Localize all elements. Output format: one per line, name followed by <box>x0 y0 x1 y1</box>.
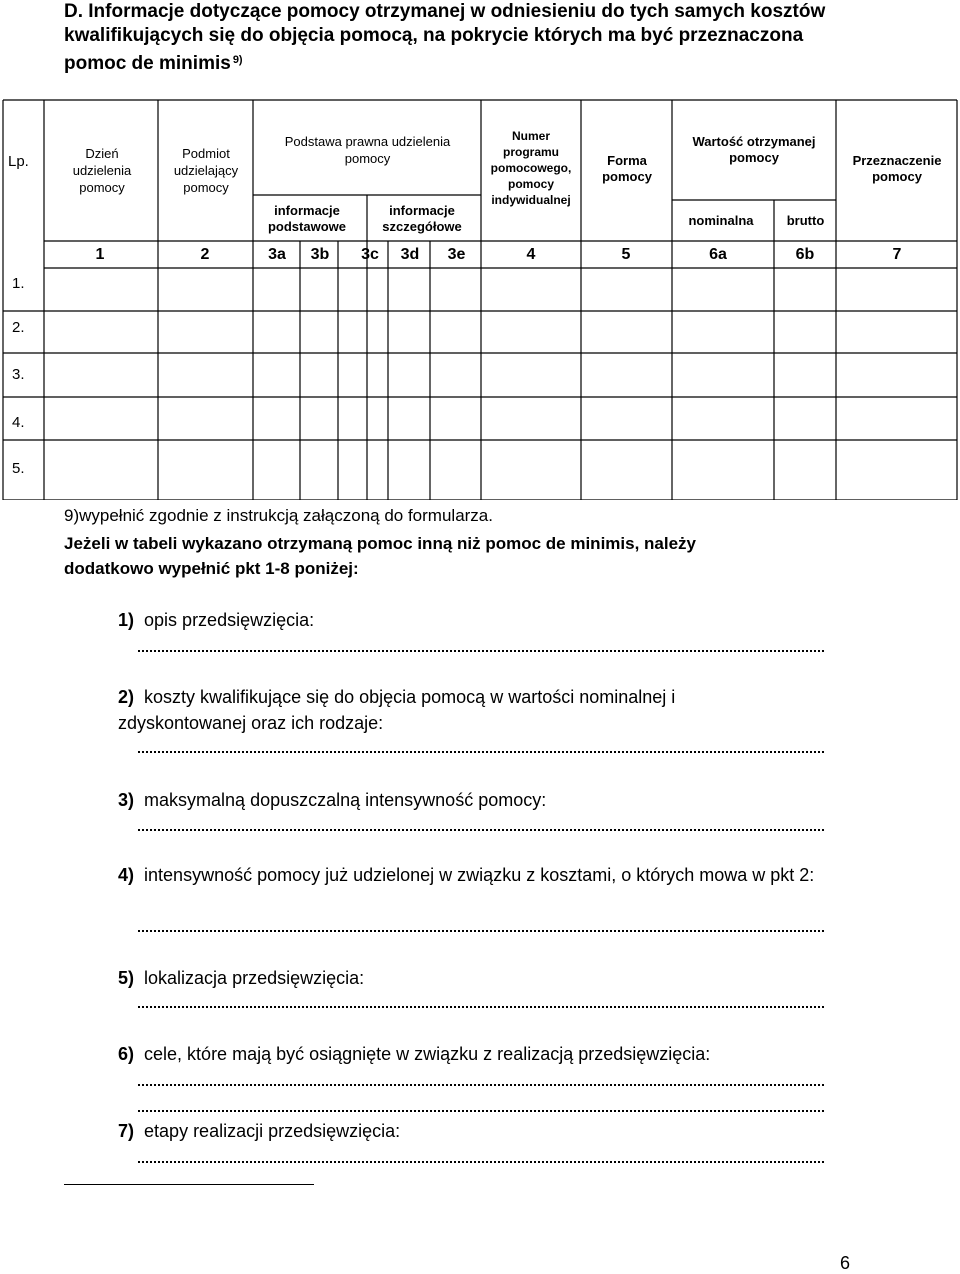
fill-line <box>138 1159 824 1163</box>
header-gross: brutto <box>786 213 825 228</box>
footnote: 9)wypełnić zgodnie z instrukcją załączoną do formularza. <box>64 506 493 525</box>
item-number: 4) <box>118 865 135 885</box>
instruction: Jeżeli w tabeli wykazano otrzymaną pomoc inną niż pomoc de minimis, należy dodatkowo wypełnić pkt 1-8 poniżej: <box>64 534 696 578</box>
col-number: 6a <box>709 246 727 263</box>
header-detailed-info: informacje szczegółowe <box>382 203 462 234</box>
list-item <box>118 787 546 813</box>
header-granting-entity: Podmiot udzielający pomocy <box>173 146 239 195</box>
row-label: 4. <box>12 414 25 431</box>
header-nominal: nominalna <box>688 213 754 228</box>
col-number: 4 <box>526 246 536 263</box>
fill-line <box>138 1004 824 1008</box>
col-number: 2 <box>200 246 210 263</box>
col-number: 6b <box>795 246 815 263</box>
fill-line <box>138 749 824 753</box>
item-label: koszty kwalifikujące się do objęcia pomocą w wartości nominalnej i zdyskontowanej oraz ich rodzaje: <box>118 687 676 733</box>
item-label: opis przedsięwzięcia: <box>144 610 315 630</box>
list-item <box>118 1041 710 1067</box>
header-purpose: Przeznaczenie pomocy <box>852 153 942 184</box>
col-number: 3e <box>447 246 466 263</box>
footnote-rule <box>64 1184 314 1185</box>
item-number: 1) <box>118 610 135 630</box>
list-item <box>118 965 364 991</box>
page-number: 6 <box>840 1253 851 1273</box>
row-label: 3. <box>12 366 25 383</box>
list-item <box>118 862 838 888</box>
col-number: 3a <box>268 246 286 263</box>
section-heading-text: D. Informacje dotyczące pomocy otrzymanej w odniesieniu do tych samych kosztów kwalifikujących się do objęcia pomocą, na pokrycie których ma być przeznaczona pomoc de minimis <box>64 1 826 74</box>
col-number: 1 <box>95 246 105 263</box>
col-number: 3b <box>310 246 330 263</box>
header-program-number: Numer programu pomocowego, pomocy indywidualnej <box>490 129 572 207</box>
header-basic-info: informacje podstawowe <box>267 203 346 234</box>
header-aid-form: Forma pomocy <box>602 153 652 184</box>
item-number: 3) <box>118 790 135 810</box>
item-label: maksymalną dopuszczalną intensywność pomocy: <box>144 790 547 810</box>
row-label: 2. <box>12 319 25 336</box>
fill-line <box>138 648 824 652</box>
list-item <box>118 607 314 633</box>
header-aid-value: Wartość otrzymanej pomocy <box>692 134 816 165</box>
row-label: 5. <box>12 460 25 477</box>
item-number: 6) <box>118 1044 135 1064</box>
fill-line <box>138 928 824 932</box>
row-label: 1. <box>12 275 25 292</box>
col-number: 7 <box>892 246 902 263</box>
item-number: 5) <box>118 968 135 988</box>
footnote-marker: 9) <box>232 54 243 66</box>
list-item <box>118 684 758 736</box>
header-legal-basis: Podstawa prawna udzielenia pomocy <box>284 134 451 166</box>
item-label: lokalizacja przedsięwzięcia: <box>144 968 365 988</box>
fill-line <box>138 827 824 831</box>
fill-line <box>138 1082 824 1086</box>
col-number: 5 <box>621 246 631 263</box>
header-lp: Lp. <box>8 153 29 170</box>
col-number: 3d <box>400 246 420 263</box>
item-label: cele, które mają być osiągnięte w związku z realizacją przedsięwzięcia: <box>144 1044 711 1064</box>
item-label: etapy realizacji przedsięwzięcia: <box>144 1121 401 1141</box>
col-number: 3c <box>361 246 379 263</box>
header-day-of-grant: Dzień udzielenia pomocy <box>72 146 132 195</box>
list-item <box>118 1118 400 1144</box>
fill-line <box>138 1108 824 1112</box>
item-label: intensywność pomocy już udzielonej w związku z kosztami, o których mowa w pkt 2: <box>144 865 815 885</box>
item-number: 7) <box>118 1121 135 1141</box>
item-number: 2) <box>118 687 135 707</box>
